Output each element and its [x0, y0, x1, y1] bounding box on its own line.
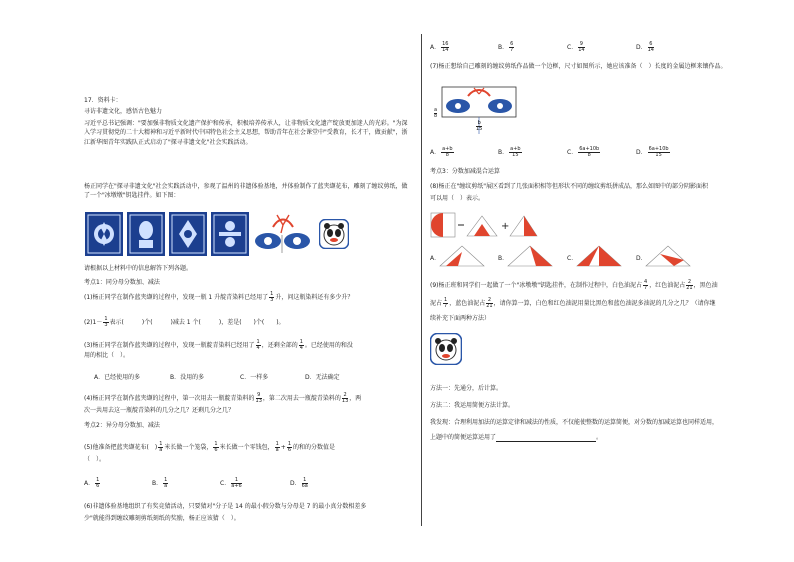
framed-paper-cut-image: [432, 84, 518, 136]
fraction: $\frac{1}{a}$: [275, 441, 279, 453]
fraction: $\frac{9}{13}$: [255, 392, 262, 404]
blue-print-panel-3: [169, 212, 207, 256]
bing-dwen-dwen-image: [430, 333, 462, 365]
fraction: $\frac{1}{6}$: [214, 441, 218, 453]
fraction: $\frac{2}{21}$: [686, 279, 693, 291]
fraction: $\frac{2}{13}$: [341, 392, 349, 404]
q3-option-b[interactable]: B．没用的多: [170, 374, 205, 381]
paper-cut-image: [253, 213, 313, 255]
fraction: $\frac{1}{3}$: [270, 291, 274, 303]
question-7: (7)杨正想给自己雕刻的缠纹剪纸作品做一个边框，尺寸如图所示，她应该准备（ ）长度的金属边框来镶作品。: [430, 63, 727, 70]
blue-print-panels-image: [85, 212, 249, 256]
q6-option-b[interactable]: B． $\frac{6}{7}$: [498, 41, 514, 53]
topic-1-heading: 考点1：同分母分数加、减法: [84, 279, 160, 286]
q8-option-c[interactable]: C．: [567, 255, 578, 262]
material-paragraph-2: 杨正同学在"探寻非遗文化"社会实践活动中，参观了温州的非遗体验基地，并体验制作了蓝夹缬花布，雕刻了缠纹剪纸，做了一个"冰墩墩"钥匙挂件。如下图：: [84, 183, 408, 200]
q8-option-d[interactable]: D．: [636, 255, 647, 262]
question-5: (5)他准备把蓝夹缬花布( ) $\frac{1}{a}$ 米长做一个笼袋， $\frac{1}{6}$ 米长做一个零钱包， $\frac{1}{a}$ + $\frac{1}{6}$ 的和的分数值是: [84, 441, 336, 453]
question-4: (4)杨正同学在制作蓝夹缬的过程中，第一次用去一瓶靛青染料的 $\frac{9}{13}$ ，第二次用去一瓶靛青染料的 $\frac{2}{13}$ ，两: [84, 392, 362, 404]
fraction: $\frac{4}{7}$: [644, 279, 648, 291]
question-9-line3: 续补充下面两种方法）: [430, 315, 491, 322]
q3-option-c[interactable]: C．一样多: [240, 374, 269, 381]
question-8: (8)杨正在"缠纹剪纸"展区看到了几张面积相等但形状不同的缠纹剪纸拼成品，那么如图中的部分阴影面积: [430, 183, 709, 190]
topic-2-heading: 考点2：异分母分数加、减法: [84, 422, 160, 429]
q7-option-c[interactable]: C． $\frac{6a+10b}{8}$: [567, 146, 600, 158]
q6-option-c[interactable]: C． $\frac{9}{14}$: [567, 41, 585, 53]
question-1: (1)杨正同学在制作蓝夹缬的过程中，发现一瓶 1 升靛青染料已经用了 $\frac{1}{3}$ 升，问这瓶染料还有多少升？: [84, 291, 354, 303]
fraction: $\frac{1}{a}$: [159, 441, 163, 453]
answer-blank[interactable]: [496, 435, 596, 442]
q7-option-a[interactable]: A． $\frac{a+b}{8}$: [430, 146, 453, 158]
q8-option-b[interactable]: B．: [498, 255, 509, 262]
question-4-line2: 次一共用去这一瓶靛青染料的几分之几？还剩几分之几？: [84, 407, 235, 414]
question-6: (6)非遗体验基地组织了有奖竞猜活动，只要猜对"分子是 14 的最小假分数与分母是 7 的最小真分数相差多: [84, 503, 367, 510]
method-1: 方法一：先通分，后计算。: [430, 385, 503, 392]
q5-option-c[interactable]: C． $\frac{1}{a+6}$: [220, 477, 242, 489]
question-2: (2)1－ $\frac{1}{3}$ 表示( )个( )减去 1 个( )，差是( )个( )。: [84, 316, 285, 328]
q6-option-d[interactable]: D． $\frac{6}{14}$: [636, 41, 654, 53]
q3-option-a[interactable]: A．已经使用的多: [94, 374, 141, 381]
blue-print-panel-2: [127, 212, 165, 256]
question-9-line2: 泥占 $\frac{1}{7}$ ，蓝色油泥占 $\frac{2}{21}$ ，请你算一算，白色和红色油泥用量比黑色和蓝色油泥多油泥的几分之几？（请你继: [430, 297, 716, 309]
question-8-line2: 可以用（ ）表示。: [430, 195, 485, 202]
q5-option-b[interactable]: B． $\frac{1}{a}$: [152, 477, 168, 489]
svg-text:+: +: [501, 221, 510, 232]
q3-option-d[interactable]: D．无法确定: [305, 374, 340, 381]
fraction: $\frac{1}{7}$: [444, 297, 448, 309]
q7-option-b[interactable]: B． $\frac{a+b}{15}$: [498, 146, 521, 158]
fraction: $\frac{1}{4}$: [299, 339, 303, 351]
q8-option-a-figure: [438, 244, 486, 268]
question-5-line2: （ ）。: [84, 456, 106, 463]
question-9: (9)杨正班和同学们一起做了一个"冰墩墩"钥匙挂件，在制作过程中，白色油泥占 $\frac{4}{7}$ ，红色油泥占 $\frac{2}{21}$ ，黑色油: [430, 279, 718, 291]
fraction: $\frac{2}{21}$: [486, 297, 493, 309]
q8-option-d-figure: [644, 244, 692, 268]
material-subtitle: 寻访非遗文化，感悟古色魅力: [84, 108, 163, 115]
q7-option-d[interactable]: D． $\frac{6a+10b}{15}$: [636, 146, 669, 158]
fraction: $\frac{1}{4}$: [256, 339, 260, 351]
q8-option-c-figure: [575, 244, 623, 268]
q8-expression-image: [430, 212, 538, 238]
question-17-title: 17．资料卡：: [84, 97, 122, 104]
finding-line2: 上题中的简便运算运用了 。: [430, 434, 603, 441]
fraction: $\frac{1}{3}$: [104, 316, 108, 328]
q6-option-a[interactable]: A． $\frac{16}{14}$: [430, 41, 449, 53]
q8-option-a[interactable]: A．: [430, 255, 441, 262]
instruction-text: 请根据以上材料中的信息解答下列各题。: [84, 265, 193, 272]
q8-option-b-figure: [506, 244, 554, 268]
bing-dwen-dwen-keychain-image: [319, 219, 349, 249]
blue-print-panel-4: [211, 212, 249, 256]
q5-option-d[interactable]: D． $\frac{1}{6a}$: [290, 477, 308, 489]
question-3-line2: 用的相比（ ）。: [84, 352, 130, 359]
material-paragraph-1: 习近平总书记强调："要加强非物质文化遗产保护和传承，积极培养传承人，让非物质文化遗产绽放更加迷人的光彩。"为深入学习贯彻党的二十大精神和习近平新时代中国特色社会主义思想，帮助青年在社会课堂中"受教育，长才干，做贡献"，浙江新华图青年实践队正式启动了"探寻非遗文化"社会实践活动。: [84, 120, 408, 146]
frame-width-label: b 15: [476, 120, 483, 132]
finding-text: 我发现：合理利用加法的运算定律和减法的性质，不仅能使整数的运算简便，对分数的加减运算也同样适用，: [430, 419, 719, 426]
frame-height-label: a 8: [434, 107, 438, 119]
question-3: (3)杨正同学在制作蓝夹缬的过程中，发现一瓶靛青染料已经用了 $\frac{1}{4}$ ，还剩全部的 $\frac{1}{4}$ 。已经使用的和没: [84, 339, 353, 351]
column-divider: [421, 34, 422, 526]
blue-print-panel-1: [85, 212, 123, 256]
fraction: $\frac{1}{6}$: [287, 441, 291, 453]
method-2: 方法二：我运用简便方法计算。: [430, 402, 515, 409]
q5-option-a[interactable]: A． $\frac{1}{6}$: [84, 477, 100, 489]
topic-3-heading: 考点3：分数加减混合运算: [430, 168, 500, 175]
question-6-line2: 少"就能得到缠纹雕刻剪纸刻纸的奖励，杨正应该猜（ ）。: [84, 515, 240, 522]
